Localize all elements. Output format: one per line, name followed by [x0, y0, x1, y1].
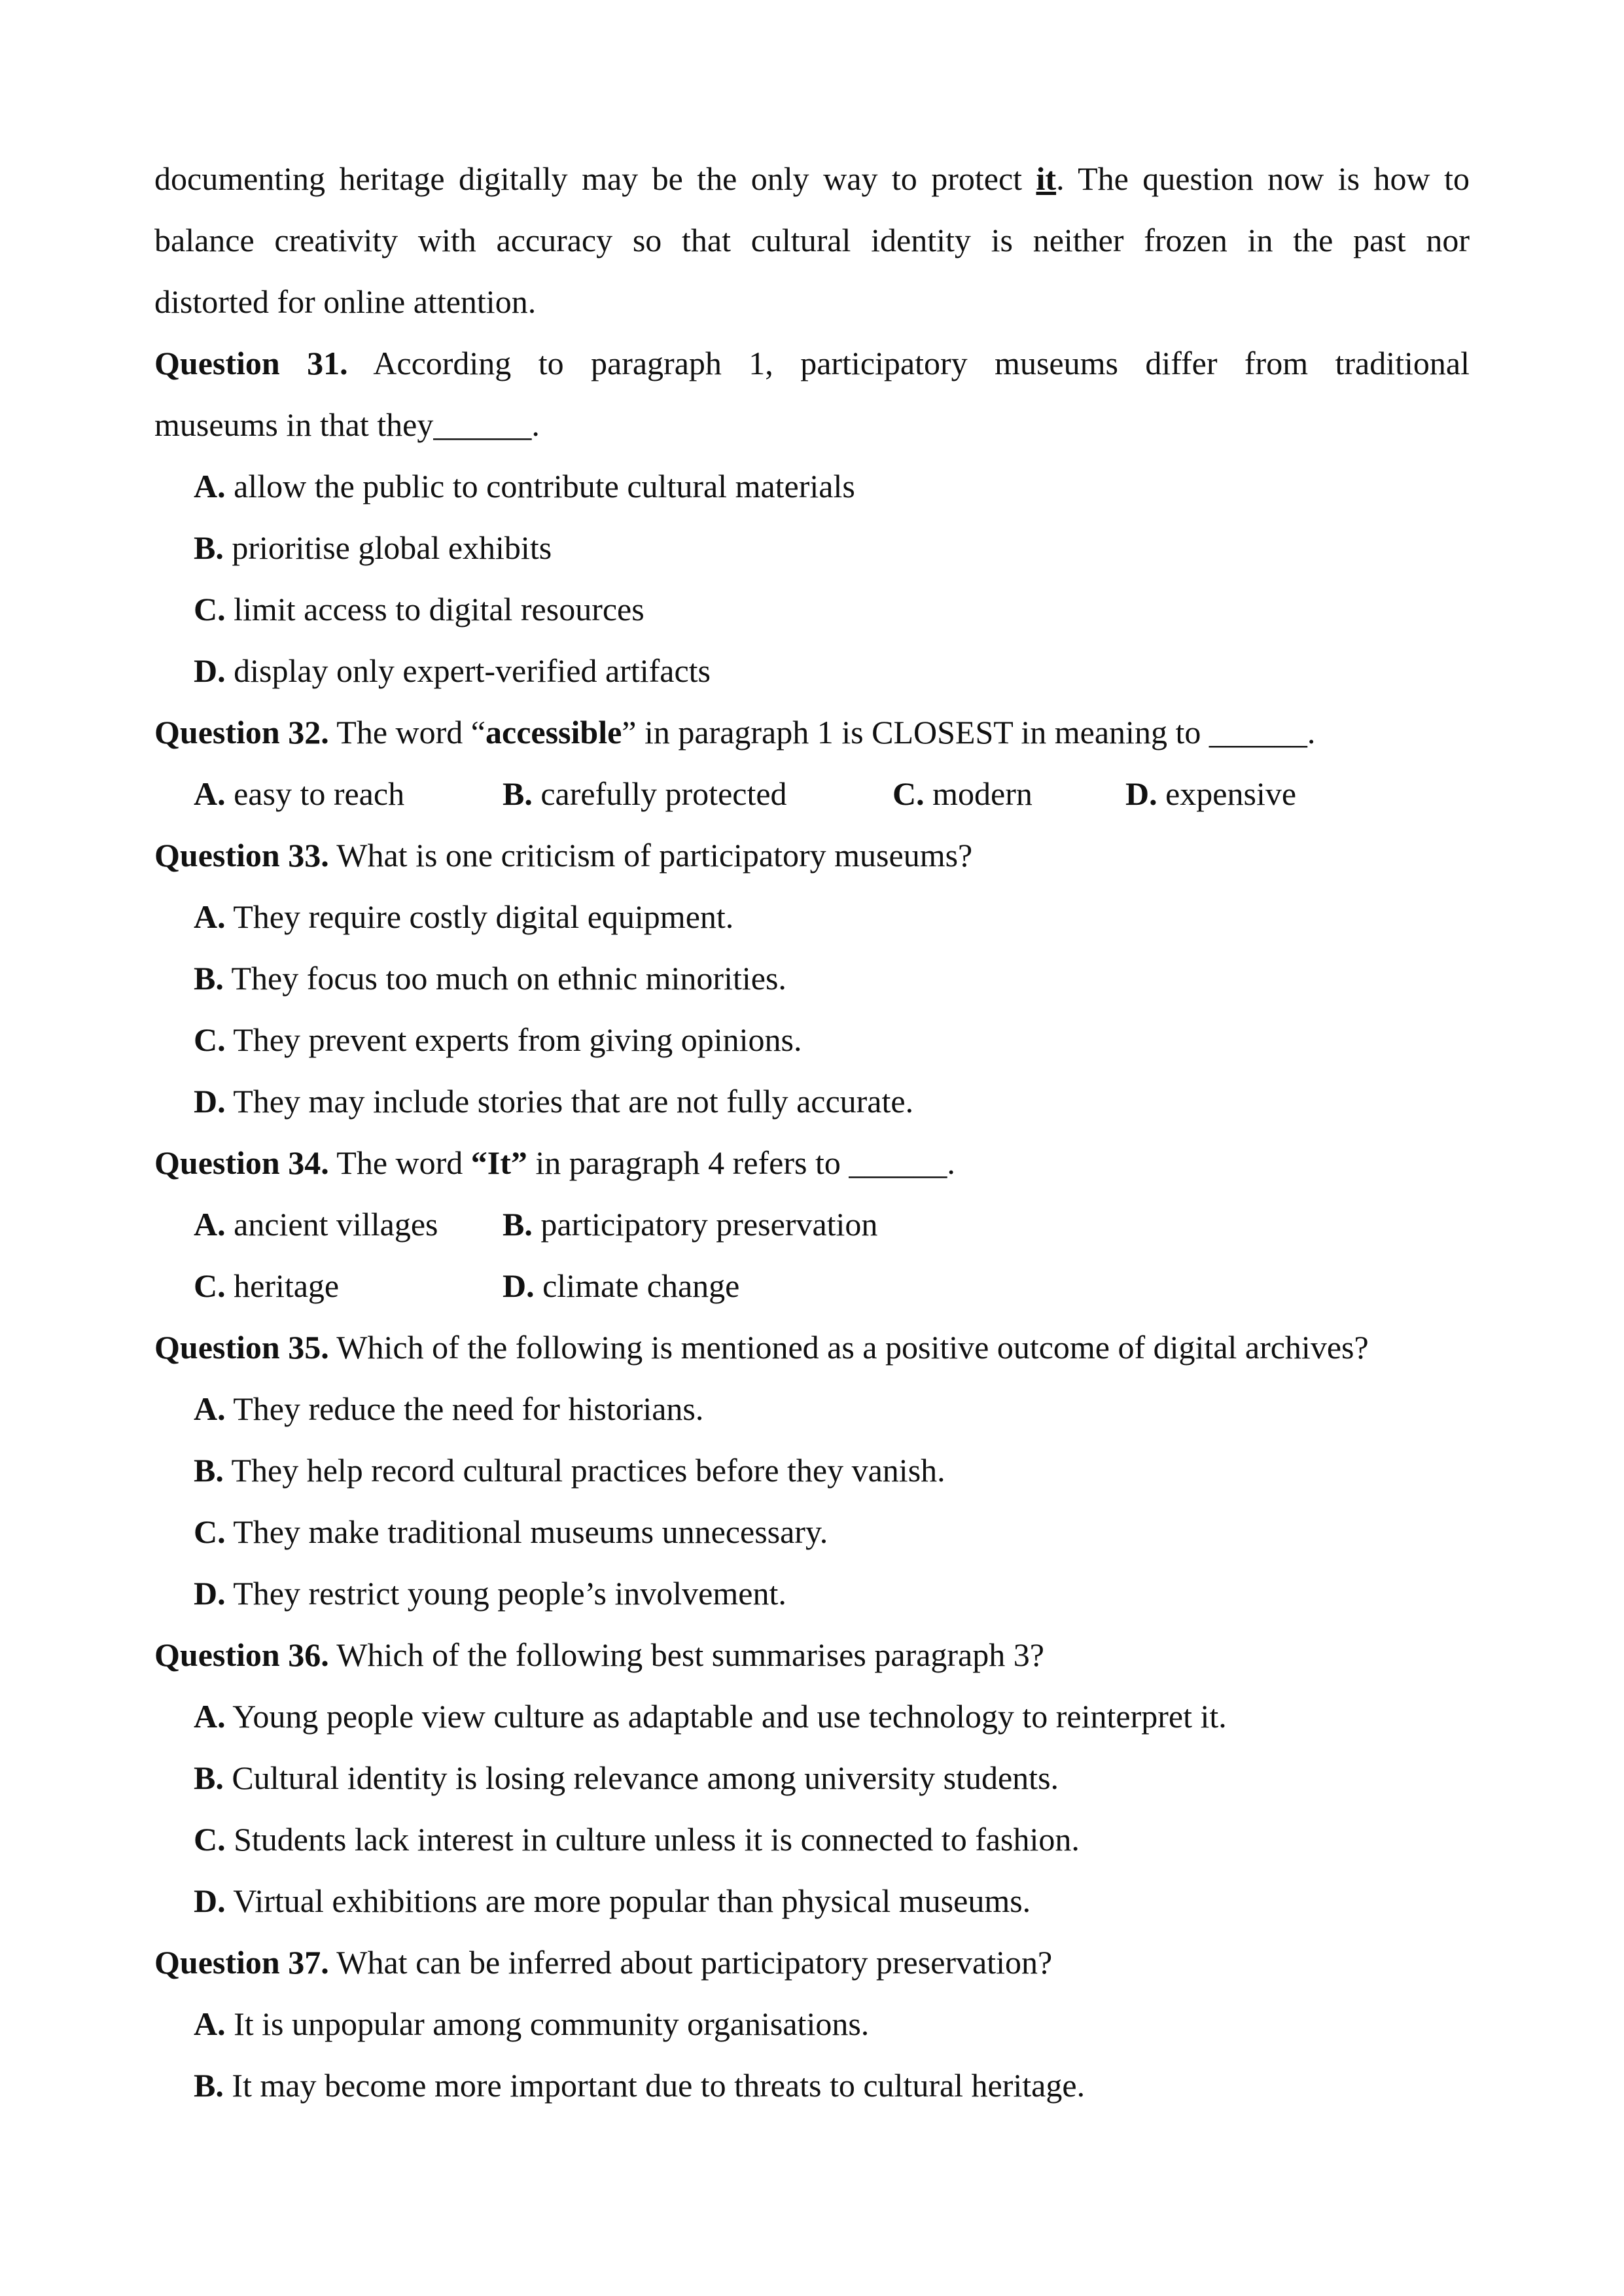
option-text: modern — [932, 775, 1033, 812]
question-text: Which of the following best summarises paragraph 3? — [328, 1636, 1044, 1673]
option-a[interactable] — [194, 886, 1470, 947]
option-letter: C. — [194, 1821, 226, 1858]
question-text: What is one criticism of participatory museums? — [328, 837, 973, 874]
option-text: Virtual exhibitions are more popular than physical museums. — [233, 1882, 1031, 1919]
option-text: They focus too much on ethnic minorities. — [231, 960, 786, 997]
option-text: It is unpopular among community organisations. — [234, 2005, 870, 2042]
question-label: Question 34. — [154, 1144, 329, 1181]
option-b[interactable] — [194, 1747, 1470, 1809]
question-35-stem — [154, 1316, 1470, 1378]
option-a[interactable] — [194, 1378, 1470, 1439]
option-b[interactable] — [194, 2055, 1470, 2116]
option-letter: A. — [194, 1390, 226, 1427]
option-letter: D. — [194, 1083, 226, 1120]
question-text: Which of the following is mentioned as a positive outcome of digital archives? — [328, 1329, 1369, 1366]
keyword: accessible — [485, 714, 622, 751]
question-text: ” in paragraph 1 is CLOSEST in meaning to ______. — [622, 714, 1316, 751]
option-text: participatory preservation — [540, 1206, 878, 1243]
question-label: Question 32. — [154, 714, 329, 751]
option-d[interactable] — [194, 1870, 1470, 1932]
option-c[interactable] — [892, 763, 1125, 824]
option-text: They restrict young people’s involvement. — [233, 1575, 786, 1612]
option-text: heritage — [234, 1267, 340, 1304]
option-b[interactable] — [194, 517, 1470, 578]
passage-line: distorted for online attention. — [154, 283, 537, 320]
option-text: climate change — [542, 1267, 740, 1304]
option-c[interactable] — [194, 578, 1470, 640]
option-text: expensive — [1165, 775, 1297, 812]
option-a[interactable] — [194, 763, 503, 824]
question-text: What can be inferred about participatory preservation? — [328, 1944, 1053, 1981]
option-c[interactable] — [194, 1009, 1470, 1070]
option-text: They make traditional museums unnecessary. — [233, 1513, 828, 1550]
option-letter: B. — [503, 1206, 533, 1243]
option-letter: A. — [194, 2005, 226, 2042]
question-36-stem — [154, 1624, 1470, 1686]
option-letter: D. — [1125, 775, 1157, 812]
option-letter: C. — [194, 1513, 226, 1550]
option-text: They prevent experts from giving opinions. — [233, 1021, 802, 1058]
question-text: According to paragraph 1, participatory museums differ from traditional — [373, 345, 1470, 381]
keyword: “It” — [470, 1144, 527, 1181]
question-33-stem — [154, 824, 1470, 886]
option-text: It may become more important due to threats to cultural heritage. — [232, 2067, 1086, 2104]
option-letter: D. — [194, 1575, 226, 1612]
option-letter: C. — [194, 1021, 226, 1058]
option-d[interactable] — [1125, 763, 1296, 824]
option-letter: B. — [194, 1452, 224, 1489]
options-row — [194, 763, 1470, 824]
passage-text: documenting heritage digitally may be the only way to protect — [154, 160, 1036, 197]
option-letter: C. — [892, 775, 925, 812]
option-letter: C. — [194, 591, 226, 627]
option-b[interactable] — [194, 1439, 1470, 1501]
option-text: easy to reach — [234, 775, 405, 812]
option-d[interactable] — [194, 1070, 1470, 1132]
option-letter: A. — [194, 1206, 226, 1243]
options-row — [194, 1193, 1470, 1255]
option-text: carefully protected — [540, 775, 787, 812]
option-letter: B. — [194, 2067, 224, 2104]
option-b[interactable] — [194, 947, 1470, 1009]
option-letter: B. — [503, 775, 533, 812]
passage-line: balance creativity with accuracy so that cultural identity is neither frozen in the past nor — [154, 222, 1470, 258]
option-d[interactable] — [194, 1563, 1470, 1624]
option-letter: D. — [503, 1267, 535, 1304]
option-letter: A. — [194, 468, 226, 504]
option-letter: B. — [194, 529, 224, 566]
option-c[interactable] — [194, 1809, 1470, 1870]
question-31-stem — [154, 332, 1470, 394]
option-c[interactable] — [194, 1255, 503, 1316]
passage-text: . The question now is how to — [1056, 160, 1470, 197]
option-b[interactable] — [503, 1193, 877, 1255]
option-text: They help record cultural practices before they vanish. — [231, 1452, 945, 1489]
option-letter: B. — [194, 1759, 224, 1796]
question-37-stem — [154, 1932, 1470, 1993]
question-31-stem-cont: museums in that they______. — [154, 406, 540, 443]
option-letter: D. — [194, 1882, 226, 1919]
option-c[interactable] — [194, 1501, 1470, 1563]
passage-line — [154, 148, 1470, 209]
option-text: Students lack interest in culture unless it is connected to fashion. — [234, 1821, 1080, 1858]
option-text: Cultural identity is losing relevance among university students. — [232, 1759, 1059, 1796]
option-letter: A. — [194, 898, 226, 935]
question-34-stem — [154, 1132, 1470, 1193]
option-letter: A. — [194, 1698, 226, 1735]
question-label: Question 36. — [154, 1636, 329, 1673]
option-letter: D. — [194, 652, 226, 689]
option-d[interactable] — [503, 1255, 739, 1316]
option-a[interactable] — [194, 1193, 503, 1255]
question-32-stem — [154, 701, 1470, 763]
option-text: limit access to digital resources — [234, 591, 644, 627]
option-b[interactable] — [503, 763, 892, 824]
option-text: allow the public to contribute cultural materials — [234, 468, 855, 504]
option-text: display only expert-verified artifacts — [234, 652, 711, 689]
option-letter: C. — [194, 1267, 226, 1304]
option-a[interactable] — [194, 1686, 1470, 1747]
options-row — [194, 1255, 1470, 1316]
option-text: Young people view culture as adaptable and use technology to reinterpret it. — [232, 1698, 1227, 1735]
option-text: They may include stories that are not fully accurate. — [233, 1083, 914, 1120]
question-label: Question 33. — [154, 837, 329, 874]
question-text: The word “ — [328, 714, 485, 751]
option-text: They reduce the need for historians. — [233, 1390, 704, 1427]
question-label: Question 35. — [154, 1329, 329, 1366]
question-label: Question 31. — [154, 345, 348, 381]
option-letter: B. — [194, 960, 224, 997]
question-text: in paragraph 4 refers to ______. — [527, 1144, 955, 1181]
option-a[interactable] — [194, 455, 1470, 517]
option-text: prioritise global exhibits — [232, 529, 552, 566]
question-label: Question 37. — [154, 1944, 329, 1981]
option-text: ancient villages — [234, 1206, 438, 1243]
option-a[interactable] — [194, 1993, 1470, 2055]
exam-page — [154, 148, 1470, 2116]
question-text: The word — [328, 1144, 471, 1181]
option-letter: A. — [194, 775, 226, 812]
option-text: They require costly digital equipment. — [233, 898, 734, 935]
referent-word: it — [1036, 160, 1057, 197]
option-d[interactable] — [194, 640, 1470, 701]
